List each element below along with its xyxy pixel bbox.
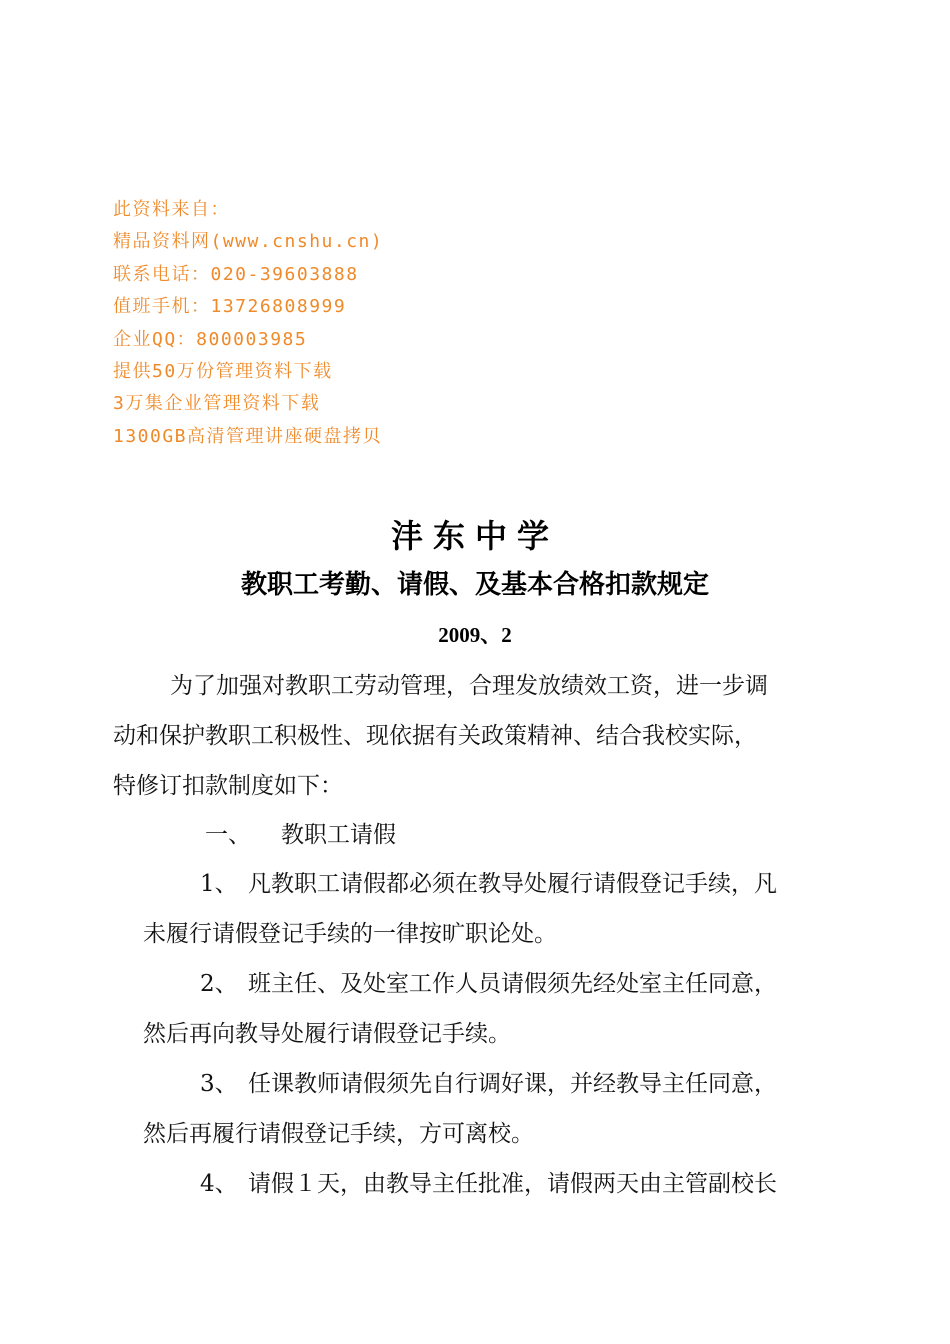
item-text-continued: 然后再向教导处履行请假登记手续。: [143, 1021, 511, 1047]
source-offer-line: 3万集企业管理资料下载: [113, 393, 321, 415]
list-item: [143, 859, 843, 959]
item-number: 4、: [200, 1171, 238, 1197]
intro-line: 动和保护教职工积极性、现依据有关政策精神、结合我校实际，: [113, 723, 757, 749]
item-number: 2、: [200, 971, 238, 997]
item-text: 凡教职工请假都必须在教导处履行请假登记手续，凡: [248, 871, 777, 897]
source-website-line: 精品资料网(www.cnshu.cn): [113, 231, 384, 253]
item-text: 请假１天，由教导主任批准，请假两天由主管副校长: [248, 1171, 777, 1197]
source-phone-line: 联系电话：020-39603888: [113, 263, 359, 285]
item-number: 1、: [200, 871, 238, 897]
document-title: 教职工考勤、请假、及基本合格扣款规定: [240, 570, 709, 600]
source-info-line: 此资料来自：: [113, 199, 230, 220]
item-number: 3、: [200, 1071, 238, 1097]
list-item: [143, 959, 843, 1059]
document-date: 2009、2: [438, 623, 512, 647]
intro-line: 特修订扣款制度如下：: [113, 773, 343, 799]
source-mobile-line: 值班手机：13726808999: [113, 296, 347, 318]
section-number: 一、: [205, 822, 251, 848]
source-qq-line: 企业QQ：800003985: [113, 328, 308, 350]
intro-paragraph: [113, 661, 843, 811]
section-title: 教职工请假: [281, 822, 396, 848]
item-text: 任课教师请假须先自行调好课，并经教导主任同意，: [248, 1071, 777, 1097]
list-item: [143, 1159, 843, 1209]
item-text-continued: 然后再履行请假登记手续，方可离校。: [143, 1121, 534, 1147]
list-item: [143, 1059, 843, 1159]
source-offer-line: 1300GB高清管理讲座硬盘拷贝: [113, 425, 383, 447]
source-info-block: [113, 194, 533, 453]
school-name: 沣东中学: [390, 517, 559, 555]
source-offer-line: 提供50万份管理资料下载: [113, 361, 333, 383]
item-text-continued: 未履行请假登记手续的一律按旷职论处。: [143, 921, 557, 947]
intro-line: 为了加强对教职工劳动管理，合理发放绩效工资，进一步调: [170, 673, 768, 699]
item-text: 班主任、及处室工作人员请假须先经处室主任同意，: [248, 971, 777, 997]
section-heading: [205, 810, 396, 860]
